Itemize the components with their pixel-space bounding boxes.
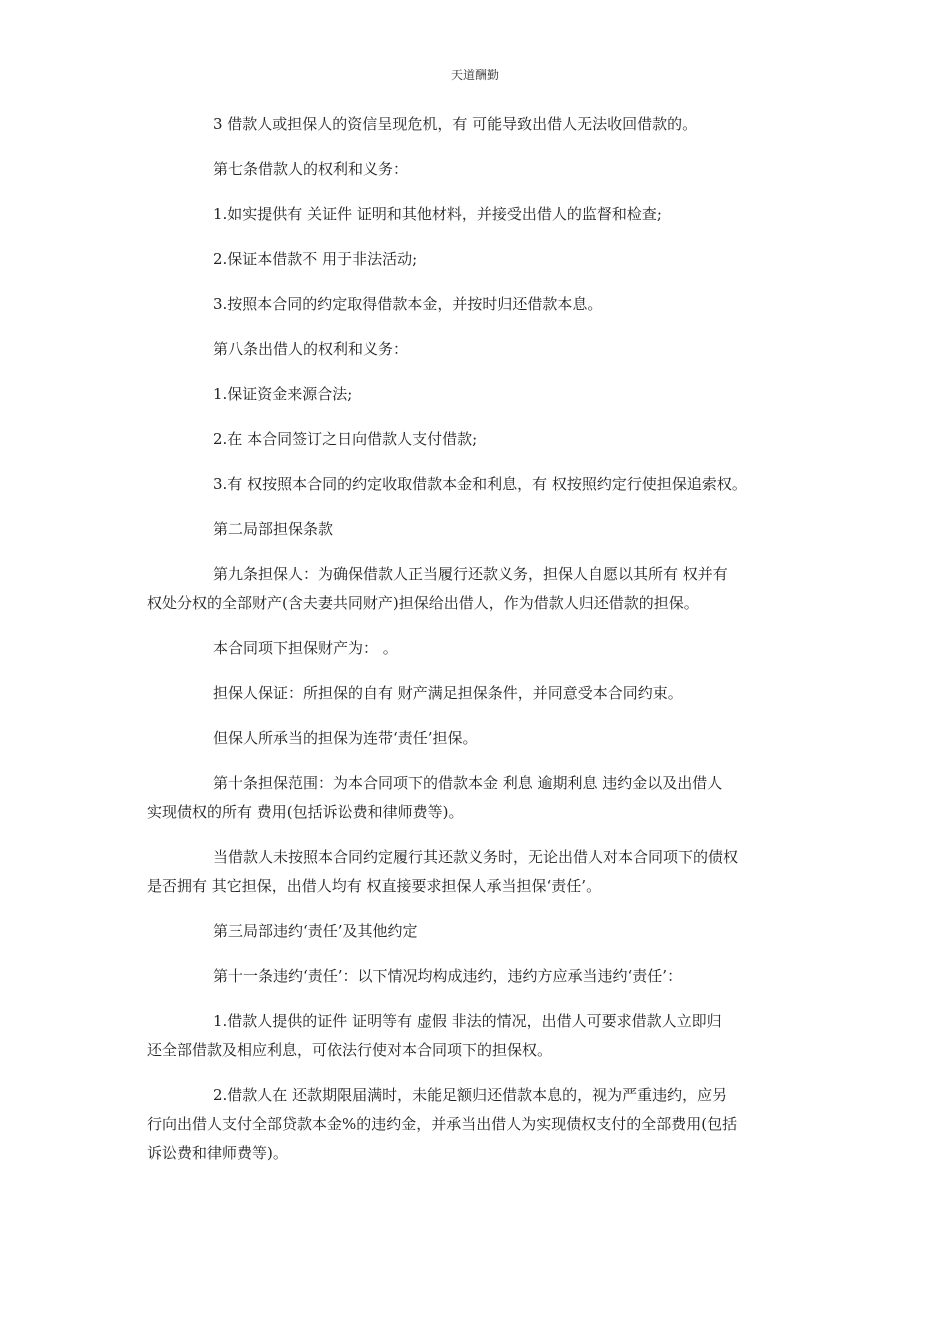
- paragraph-line: 第三局部违约‘责任’及其他约定: [213, 922, 418, 940]
- section-heading: [147, 962, 807, 991]
- paragraph: [147, 470, 807, 499]
- paragraph: [147, 769, 807, 827]
- paragraph-line: 3.按照本合同的约定取得借款本金，并按时归还借款本息。: [213, 295, 603, 313]
- section-heading: [147, 155, 807, 184]
- page-header: 天道酬勤: [450, 68, 499, 82]
- paragraph-line: 第七条借款人的权利和义务：: [213, 160, 409, 178]
- paragraph-line: 当借款人未按照本合同约定履行其还款义务时，无论出借人对本合同项下的债权: [213, 848, 739, 866]
- paragraph-line: 是否拥有 其它担保，出借人均有 权直接要求担保人承当担保‘责任’。: [147, 877, 602, 895]
- paragraph-line: 第十条担保范围：为本合同项下的借款本金 利息 逾期利息 违约金以及出借人: [213, 774, 723, 792]
- paragraph: [147, 1081, 807, 1168]
- paragraph-line: 本合同项下担保财产为： 。: [213, 639, 398, 657]
- paragraph: [147, 679, 807, 708]
- paragraph-line: 第十一条违约‘责任’：以下情况均构成违约，违约方应承当违约‘责任’：: [213, 967, 683, 985]
- paragraph-line: 3.有 权按照本合同的约定收取借款本金和利息，有 权按照约定行使担保追索权。: [213, 475, 747, 493]
- paragraph-line: 2.保证本借款不 用于非法活动;: [213, 250, 418, 268]
- paragraph-line: 1.如实提供有 关证件 证明和其他材料，并接受出借人的监督和检查;: [213, 205, 662, 223]
- paragraph-line: 2.借款人在 还款期限届满时，未能足额归还借款本息的，视为严重违约，应另: [213, 1086, 728, 1104]
- paragraph-line: 权处分权的全部财产(含夫妻共同财产)担保给出借人，作为借款人归还借款的担保。: [147, 594, 699, 612]
- paragraph: [147, 724, 807, 753]
- paragraph: [147, 425, 807, 454]
- paragraph-line: 第九条担保人：为确保借款人正当履行还款义务，担保人自愿以其所有 权并有: [213, 565, 728, 583]
- paragraph-line: 3 借款人或担保人的资信呈现危机，有 可能导致出借人无法收回借款的。: [213, 115, 698, 133]
- paragraph: [147, 110, 807, 139]
- paragraph-line: 但保人所承当的担保为连带‘责任’担保。: [213, 729, 478, 747]
- document-body: [147, 110, 807, 1184]
- paragraph-line: 第二局部担保条款: [213, 520, 334, 538]
- paragraph: [147, 560, 807, 618]
- paragraph-line: 2.在 本合同签订之日向借款人支付借款;: [213, 430, 478, 448]
- part-heading: [147, 515, 807, 544]
- paragraph: [147, 245, 807, 274]
- paragraph-line: 1.保证资金来源合法;: [213, 385, 353, 403]
- paragraph-line: 诉讼费和律师费等)。: [147, 1144, 288, 1162]
- paragraph: [147, 380, 807, 409]
- paragraph-line: 行向出借人支付全部贷款本金%的违约金，并承当出借人为实现债权支付的全部费用(包括: [147, 1115, 738, 1133]
- paragraph-line: 1.借款人提供的证件 证明等有 虚假 非法的情况，出借人可要求借款人立即归: [213, 1012, 722, 1030]
- paragraph: [147, 634, 807, 663]
- paragraph: [147, 843, 807, 901]
- paragraph: [147, 1007, 807, 1065]
- paragraph-line: 实现债权的所有 费用(包括诉讼费和律师费等)。: [147, 803, 464, 821]
- paragraph-line: 担保人保证：所担保的自有 财产满足担保条件，并同意受本合同约束。: [213, 684, 683, 702]
- section-heading: [147, 335, 807, 364]
- paragraph: [147, 200, 807, 229]
- paragraph-line: 还全部借款及相应利息，可依法行使对本合同项下的担保权。: [147, 1041, 553, 1059]
- paragraph: [147, 290, 807, 319]
- paragraph-line: 第八条出借人的权利和义务：: [213, 340, 409, 358]
- part-heading: [147, 917, 807, 946]
